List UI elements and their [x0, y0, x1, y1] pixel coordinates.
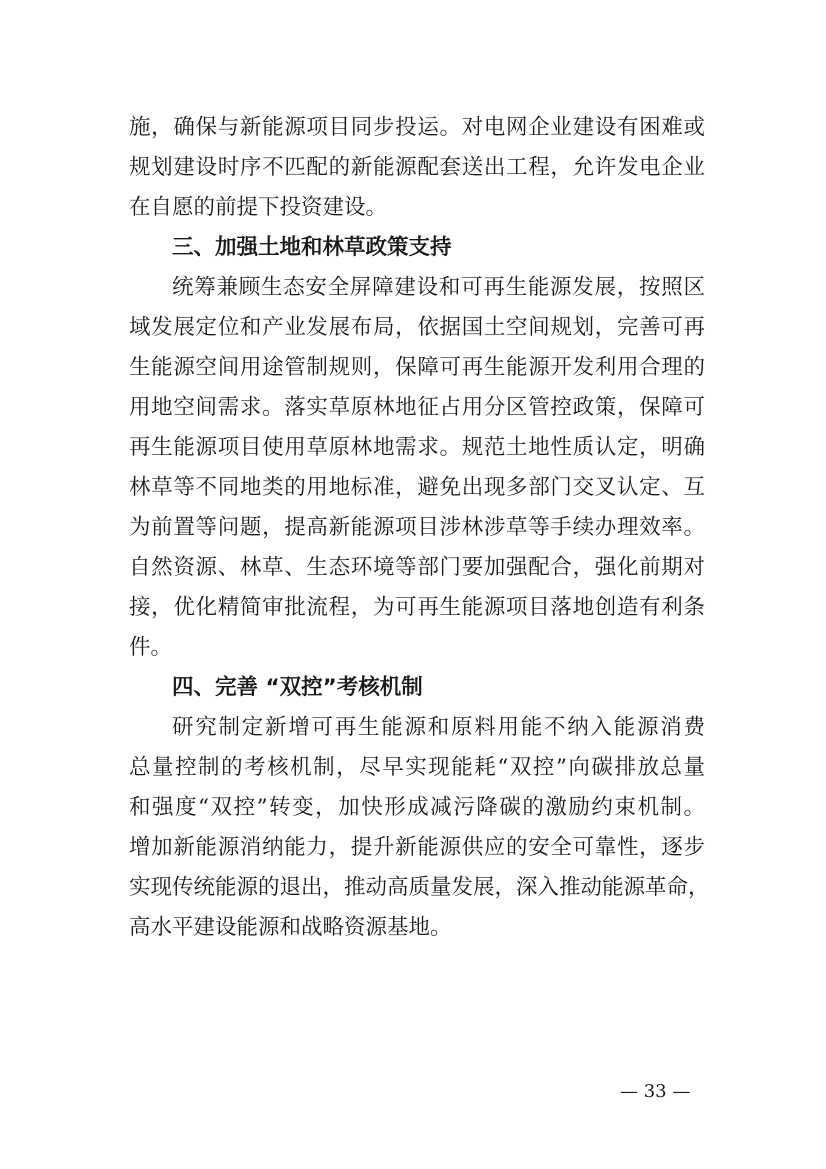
text-line: 件。	[129, 635, 173, 660]
text-line: 自然资源、林草、生态环境等部门要加强配合，强化前期对	[129, 555, 705, 580]
text-line: 施，确保与新能源项目同步投运。对电网企业建设有困难或	[129, 115, 705, 140]
text-line: 总量控制的考核机制，尽早实现能耗“双控”向碳排放总量	[129, 755, 705, 780]
text-line: 林草等不同地类的用地标准，避免出现多部门交叉认定、互	[129, 475, 705, 500]
text-line: 为前置等问题，提高新能源项目涉林涉草等手续办理效率。	[129, 515, 705, 540]
section-dual-control-assessment	[129, 668, 710, 948]
section-heading: 四、完善 “双控”考核机制	[172, 675, 423, 700]
document-body	[129, 108, 710, 948]
text-line: 在自愿的前提下投资建设。	[129, 195, 388, 220]
page-number: — 33 —	[620, 1081, 691, 1102]
text-line: 接，优化精简审批流程，为可再生能源项目落地创造有利条	[129, 595, 705, 620]
text-line: 统筹兼顾生态安全屏障建设和可再生能源发展，按照区	[172, 275, 705, 300]
section-heading: 三、加强土地和林草政策支持	[172, 235, 452, 260]
text-line: 和强度“双控”转变，加快形成减污降碳的激励约束机制。	[129, 795, 705, 820]
section-land-forestry-policy	[129, 228, 705, 668]
text-line: 增加新能源消纳能力，提升新能源供应的安全可靠性，逐步	[129, 835, 705, 860]
text-line: 用地空间需求。落实草原林地征占用分区管控政策，保障可	[129, 395, 705, 420]
text-line: 域发展定位和产业发展布局，依据国土空间规划，完善可再	[129, 315, 705, 340]
text-line: 生能源空间用途管制规则，保障可再生能源开发利用合理的	[129, 355, 705, 380]
text-line: 实现传统能源的退出，推动高质量发展，深入推动能源革命，	[129, 875, 710, 900]
text-line: 规划建设时序不匹配的新能源配套送出工程，允许发电企业	[129, 155, 705, 180]
text-line: 研究制定新增可再生能源和原料用能不纳入能源消费	[172, 715, 705, 740]
paragraph-continued	[129, 108, 705, 228]
text-line: 再生能源项目使用草原林地需求。规范土地性质认定，明确	[129, 435, 705, 460]
text-line: 高水平建设能源和战略资源基地。	[129, 915, 452, 940]
